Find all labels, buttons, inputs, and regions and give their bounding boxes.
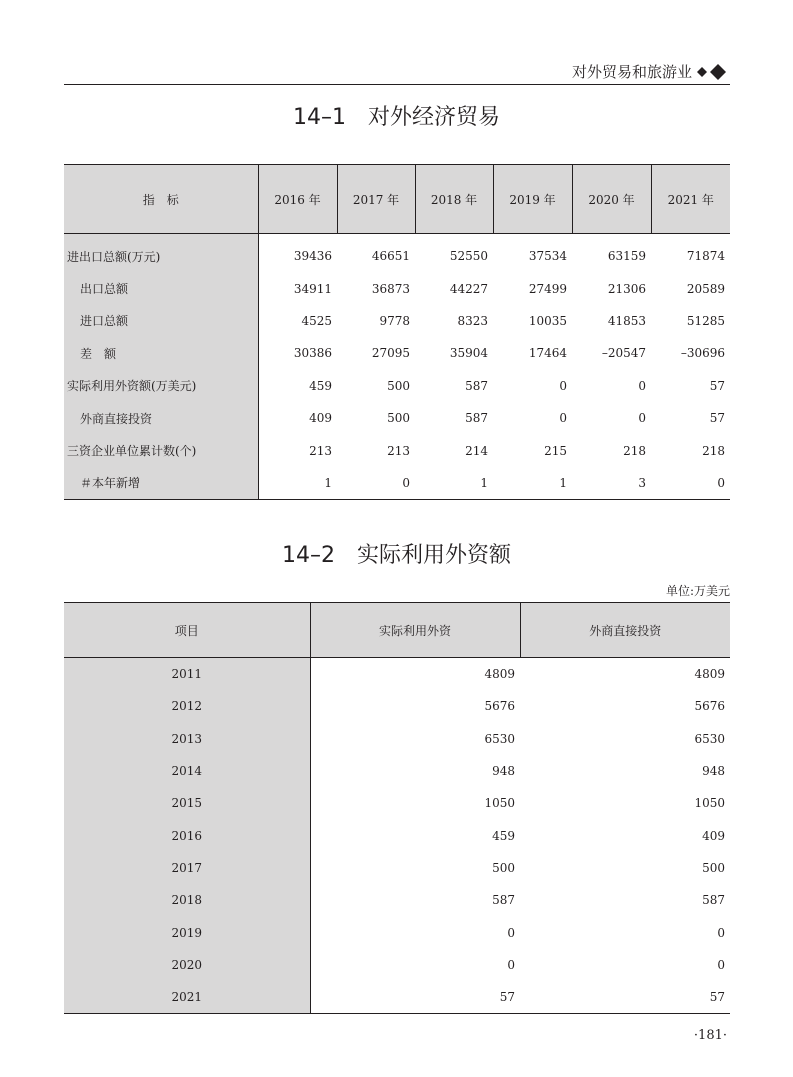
- cell-value: 30386: [293, 346, 332, 361]
- row-label: 外商直接投资: [64, 402, 258, 434]
- unit-label: 单位:万美元: [665, 584, 730, 598]
- cell-value: 36873: [371, 281, 410, 296]
- table1-col-header: 2021 年: [651, 165, 730, 234]
- table-row: [64, 690, 730, 722]
- year-cell: 2013: [64, 723, 310, 755]
- table-row: [64, 852, 730, 884]
- year-cell: 2019: [64, 916, 310, 948]
- cell-value: 17464: [528, 346, 567, 361]
- table-row: [64, 916, 730, 948]
- cell-value: 500: [387, 378, 410, 393]
- cell-value: 409: [309, 411, 332, 426]
- cell-value: 3: [638, 475, 646, 490]
- cell-value: 27095: [371, 346, 410, 361]
- table-row: [64, 272, 730, 304]
- cell-value: 4809: [694, 667, 725, 682]
- table2-header-row: [64, 603, 730, 658]
- cell-value: 57: [499, 990, 515, 1005]
- cell-value: 0: [717, 925, 725, 940]
- cell-value: 218: [702, 443, 725, 458]
- row-label: 三资企业单位累计数(个): [64, 434, 258, 466]
- cell-value: 459: [309, 378, 332, 393]
- table-row: [64, 658, 730, 691]
- year-cell: 2014: [64, 755, 310, 787]
- table1-title-number: 14–1: [292, 105, 346, 130]
- table1-title: [0, 100, 793, 131]
- cell-value: –20547: [601, 346, 646, 361]
- row-label: ＃本年新增: [64, 467, 258, 500]
- cell-value: 57: [709, 990, 725, 1005]
- row-label: 差 额: [64, 337, 258, 369]
- row-label: 出口总额: [64, 272, 258, 304]
- cell-value: 587: [492, 893, 515, 908]
- cell-value: 0: [717, 475, 725, 490]
- diamond-icons: [696, 63, 730, 81]
- cell-value: 1: [480, 475, 488, 490]
- table2-title-text: 实际利用外资额: [356, 543, 511, 568]
- cell-value: 500: [492, 860, 515, 875]
- cell-value: 52550: [449, 249, 488, 264]
- table-row: [64, 305, 730, 337]
- actual-foreign-investment-table: [64, 602, 730, 1014]
- year-cell: 2015: [64, 787, 310, 819]
- cell-value: 4525: [301, 313, 332, 328]
- cell-value: 57: [709, 411, 725, 426]
- table2-title-number: 14–2: [281, 543, 335, 568]
- table-row: [64, 370, 730, 402]
- cell-value: 587: [465, 411, 488, 426]
- cell-value: 9778: [379, 313, 410, 328]
- cell-value: 500: [702, 860, 725, 875]
- cell-value: 34911: [293, 281, 332, 296]
- cell-value: 0: [559, 378, 567, 393]
- cell-value: 409: [702, 828, 725, 843]
- cell-value: 1050: [694, 796, 725, 811]
- table-row: [64, 402, 730, 434]
- cell-value: 44227: [449, 281, 488, 296]
- table-row: [64, 884, 730, 916]
- cell-value: 0: [717, 957, 725, 972]
- table2-col-header: 项目: [64, 603, 310, 658]
- table-row: [64, 819, 730, 851]
- cell-value: 948: [492, 764, 515, 779]
- table1-col-header: 2018 年: [415, 165, 493, 234]
- table-row: [64, 723, 730, 755]
- cell-value: 6530: [484, 731, 515, 746]
- table-row: [64, 434, 730, 466]
- table-row: [64, 467, 730, 500]
- table1-col-header: 2020 年: [572, 165, 651, 234]
- year-cell: 2011: [64, 658, 310, 691]
- cell-value: 0: [638, 411, 646, 426]
- table-row: [64, 981, 730, 1014]
- cell-value: 218: [623, 443, 646, 458]
- cell-value: 35904: [449, 346, 488, 361]
- year-cell: 2021: [64, 981, 310, 1014]
- cell-value: 57: [709, 378, 725, 393]
- table1-col-header: 指 标: [64, 165, 258, 234]
- table-row: [64, 755, 730, 787]
- row-label: 进口总额: [64, 305, 258, 337]
- year-cell: 2012: [64, 690, 310, 722]
- cell-value: 214: [465, 443, 488, 458]
- cell-value: 41853: [607, 313, 646, 328]
- section-title: 对外贸易和旅游业: [571, 63, 692, 81]
- cell-value: 10035: [528, 313, 567, 328]
- cell-value: 1: [324, 475, 332, 490]
- cell-value: –30696: [680, 346, 725, 361]
- cell-value: 5676: [484, 699, 515, 714]
- cell-value: 46651: [371, 249, 410, 264]
- table1-col-header: 2017 年: [337, 165, 415, 234]
- cell-value: 215: [544, 443, 567, 458]
- table2-col-header: 外商直接投资: [520, 603, 730, 658]
- cell-value: 500: [387, 411, 410, 426]
- cell-value: 0: [507, 925, 515, 940]
- table2-col-header: 实际利用外资: [310, 603, 520, 658]
- cell-value: 63159: [607, 249, 646, 264]
- year-cell: 2017: [64, 852, 310, 884]
- cell-value: 0: [559, 411, 567, 426]
- cell-value: 71874: [686, 249, 725, 264]
- running-header: [64, 60, 730, 85]
- table1-title-text: 对外经济贸易: [367, 105, 500, 130]
- cell-value: 587: [702, 893, 725, 908]
- cell-value: 39436: [293, 249, 332, 264]
- cell-value: 5676: [694, 699, 725, 714]
- year-cell: 2016: [64, 819, 310, 851]
- page-number: ·181·: [693, 1028, 727, 1043]
- row-label: 进出口总额(万元): [64, 234, 258, 273]
- year-cell: 2020: [64, 949, 310, 981]
- cell-value: 0: [638, 378, 646, 393]
- table1-col-header: 2016 年: [258, 165, 337, 234]
- table-row: [64, 337, 730, 369]
- diamond-icon: [697, 67, 707, 77]
- cell-value: 27499: [528, 281, 567, 296]
- cell-value: 21306: [607, 281, 646, 296]
- cell-value: 0: [402, 475, 410, 490]
- cell-value: 37534: [528, 249, 567, 264]
- cell-value: 20589: [686, 281, 725, 296]
- cell-value: 1: [559, 475, 567, 490]
- table2-title: [0, 538, 793, 569]
- cell-value: 587: [465, 378, 488, 393]
- table1-header-row: [64, 165, 730, 234]
- table-row: [64, 787, 730, 819]
- table-row: [64, 234, 730, 273]
- cell-value: 948: [702, 764, 725, 779]
- foreign-trade-table: [64, 164, 730, 500]
- cell-value: 8323: [457, 313, 488, 328]
- cell-value: 4809: [484, 667, 515, 682]
- table-row: [64, 949, 730, 981]
- cell-value: 51285: [686, 313, 725, 328]
- table1-col-header: 2019 年: [493, 165, 572, 234]
- cell-value: 459: [492, 828, 515, 843]
- diamond-icon: [710, 64, 726, 80]
- cell-value: 213: [387, 443, 410, 458]
- cell-value: 1050: [484, 796, 515, 811]
- row-label: 实际利用外资额(万美元): [64, 370, 258, 402]
- year-cell: 2018: [64, 884, 310, 916]
- cell-value: 213: [309, 443, 332, 458]
- cell-value: 0: [507, 957, 515, 972]
- cell-value: 6530: [694, 731, 725, 746]
